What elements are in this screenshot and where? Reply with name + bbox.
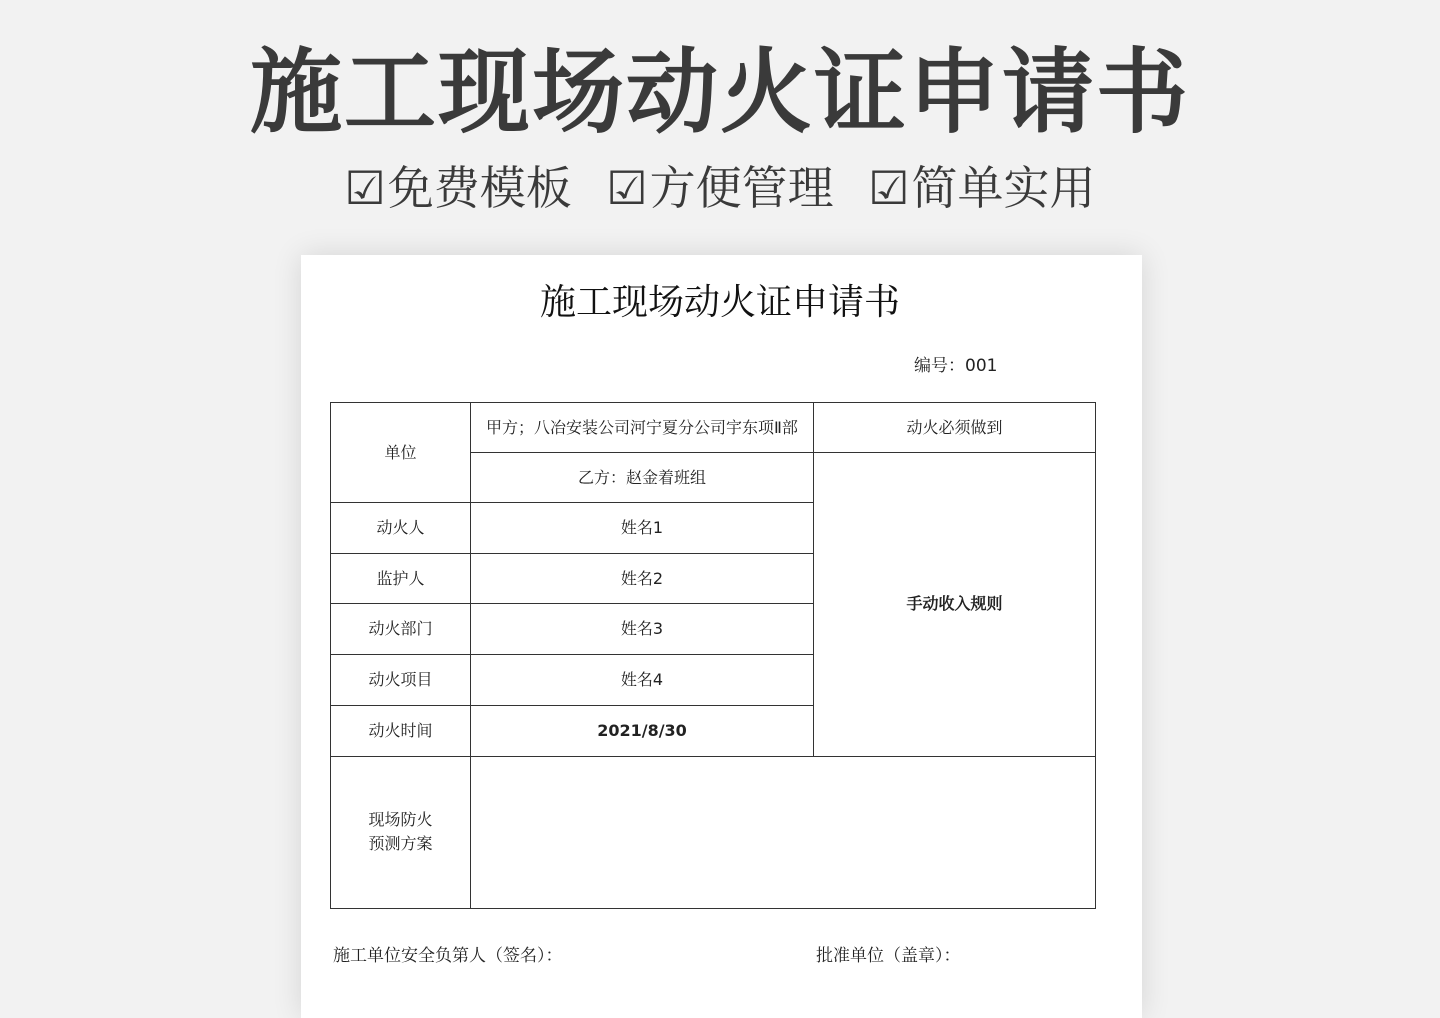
banner-title: 施工现场动火证申请书 — [249, 39, 1190, 146]
checkbox-checked-icon: ☑ — [344, 161, 386, 215]
field-value-cell[interactable]: 2021/8/30 — [471, 705, 814, 756]
field-value-cell[interactable]: 姓名3 — [471, 604, 814, 655]
table-row — [331, 403, 1096, 453]
must-do-label-cell: 动火必须做到 — [814, 403, 1096, 453]
tag-simple-practical — [868, 161, 1095, 215]
unit-label-cell: 单位 — [331, 403, 471, 503]
tag-label: 免费模板 — [387, 161, 572, 215]
party-b-cell[interactable]: 乙方：赵金着班组 — [471, 453, 814, 503]
checkbox-checked-icon: ☑ — [868, 161, 910, 215]
field-label-cell: 监护人 — [331, 554, 471, 604]
tag-label: 简单实用 — [911, 161, 1096, 215]
plan-value-cell[interactable] — [471, 756, 1096, 908]
document-title: 施工现场动火证申请书 — [539, 282, 900, 323]
field-value-cell[interactable]: 姓名1 — [471, 503, 814, 554]
tag-free-template — [345, 161, 572, 215]
plan-label-line: 预测方案 — [368, 834, 433, 854]
table-row — [331, 756, 1096, 908]
plan-label-cell — [331, 756, 471, 908]
field-label-cell: 动火人 — [331, 503, 471, 554]
application-form-table — [330, 402, 1096, 909]
tag-easy-manage — [606, 161, 833, 215]
field-value-cell[interactable]: 姓名4 — [471, 655, 814, 705]
document-number: 编号：001 — [914, 356, 998, 376]
tag-label: 方便管理 — [649, 161, 834, 215]
approval-seal-label: 批准单位（盖章）： — [816, 946, 961, 966]
field-label-cell: 动火部门 — [331, 604, 471, 655]
field-label-cell: 动火时间 — [331, 705, 471, 756]
banner-tags — [0, 158, 1440, 218]
field-label-cell: 动火项目 — [331, 655, 471, 705]
party-a-cell[interactable]: 甲方；八冶安装公司河宁夏分公司宇东项Ⅱ部 — [471, 403, 814, 453]
field-value-cell[interactable]: 姓名2 — [471, 554, 814, 604]
safety-signature-label: 施工单位安全负第人（签名）： — [333, 946, 563, 966]
must-do-value-cell[interactable]: 手动收入规则 — [814, 453, 1096, 757]
plan-label-line: 现场防火 — [368, 810, 433, 830]
checkbox-checked-icon: ☑ — [606, 161, 648, 215]
